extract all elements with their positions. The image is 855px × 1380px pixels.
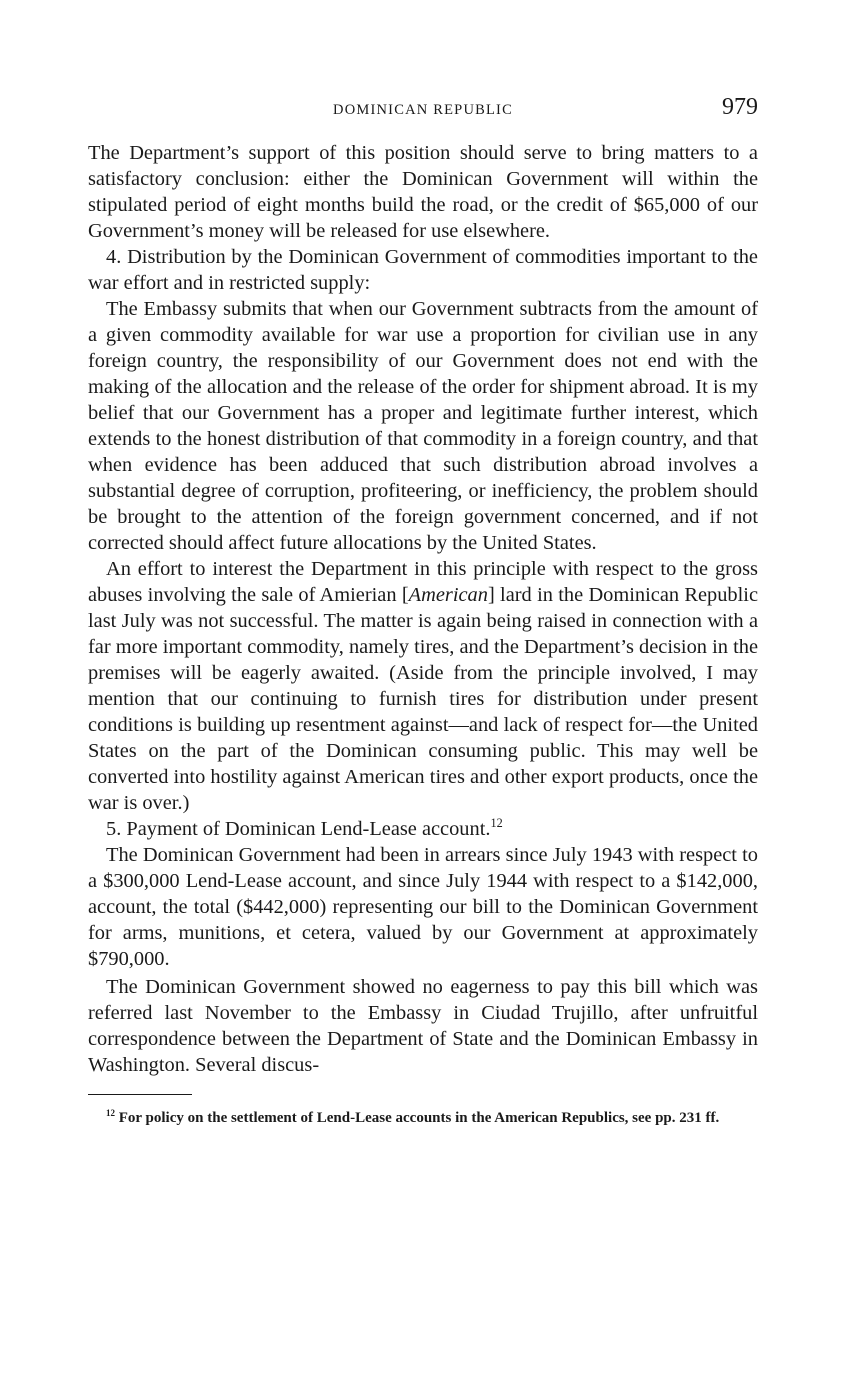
footnote-divider bbox=[88, 1094, 192, 1095]
paragraph-lard-text-before: An effort to interest the Department in this principle with respect to the gross abuses involving the sale of Amierian [ bbox=[88, 558, 758, 606]
paragraph-road-credit: The Department’s support of this position should serve to bring matters to a satisfactory conclusion: either the Dominican Government will within the stipulated period of eight months build the road, or the credit of $65,000 of our Government’s money will be released for use elsewhere. bbox=[88, 142, 758, 242]
running-head bbox=[88, 94, 758, 128]
paragraph-lard-tires bbox=[88, 556, 758, 816]
editorial-correction: American bbox=[408, 584, 488, 606]
paragraph-lard-text-after: ] lard in the Dominican Republic last July was not successful. The matter is again being raised in connection with a far more important commodity, namely tires, and the Department’s decision in the premises will be eagerly awaited. (Aside from the principle involved, I may mention that our continuing to furnish tires for distribution under present conditions is building up resentment against—and lack of respect for—the United States on the part of the Dominican consuming public. This may well be converted into hostility against American tires and other export products, once the war is over.) bbox=[88, 584, 758, 814]
paragraph-embassy-submits: The Embassy submits that when our Government subtracts from the amount of a given commodity available for war use a proportion for civilian use in any foreign country, the responsibility of our Government does not end with the making of the allocation and the release of the order for shipment abroad. It is my belief that our Government has a proper and legitimate further interest, which extends to the honest distribution of that commodity in a foreign country, and that when evidence has been adduced that such distribution abroad involves a substantial degree of corruption, profiteering, or inefficiency, the problem should be brought to the attention of the foreign government concerned, and if not corrected should affect future allocations by the United States. bbox=[88, 298, 758, 554]
footnote-reference: 12 bbox=[490, 816, 503, 831]
paragraph-arrears: The Dominican Government had been in arrears since July 1943 with respect to a $300,000 Lend-Lease account, and since July 1944 with respect to a $142,000, account, the total ($442,000) representing our bill to the Dominican Government for arms, munitions, et cetera, valued by our Government at approximately $790,000. bbox=[88, 844, 758, 970]
footnote bbox=[88, 1109, 758, 1128]
page-number: 979 bbox=[722, 94, 758, 120]
footnote-marker: 12 bbox=[106, 1108, 115, 1119]
running-head-title: DOMINICAN REPUBLIC bbox=[333, 102, 513, 118]
paragraph-bill-referred: The Dominican Government showed no eagerness to pay this bill which was referred last November to the Embassy in Ciudad Trujillo, after unfruitful correspondence between the Department of State and the Dominican Embassy in Washington. Several discus- bbox=[88, 976, 758, 1076]
item-5-text: 5. Payment of Dominican Lend-Lease account. bbox=[106, 818, 491, 840]
footnote-text: For policy on the settlement of Lend-Lease accounts in the American Republics, see pp. 231 ff. bbox=[115, 1110, 720, 1126]
document-page bbox=[88, 94, 758, 1143]
body-text bbox=[88, 140, 758, 1078]
paragraph-item-4-heading: 4. Distribution by the Dominican Government of commodities important to the war effort and in restricted supply: bbox=[88, 246, 758, 294]
paragraph-item-5-heading bbox=[88, 816, 758, 842]
